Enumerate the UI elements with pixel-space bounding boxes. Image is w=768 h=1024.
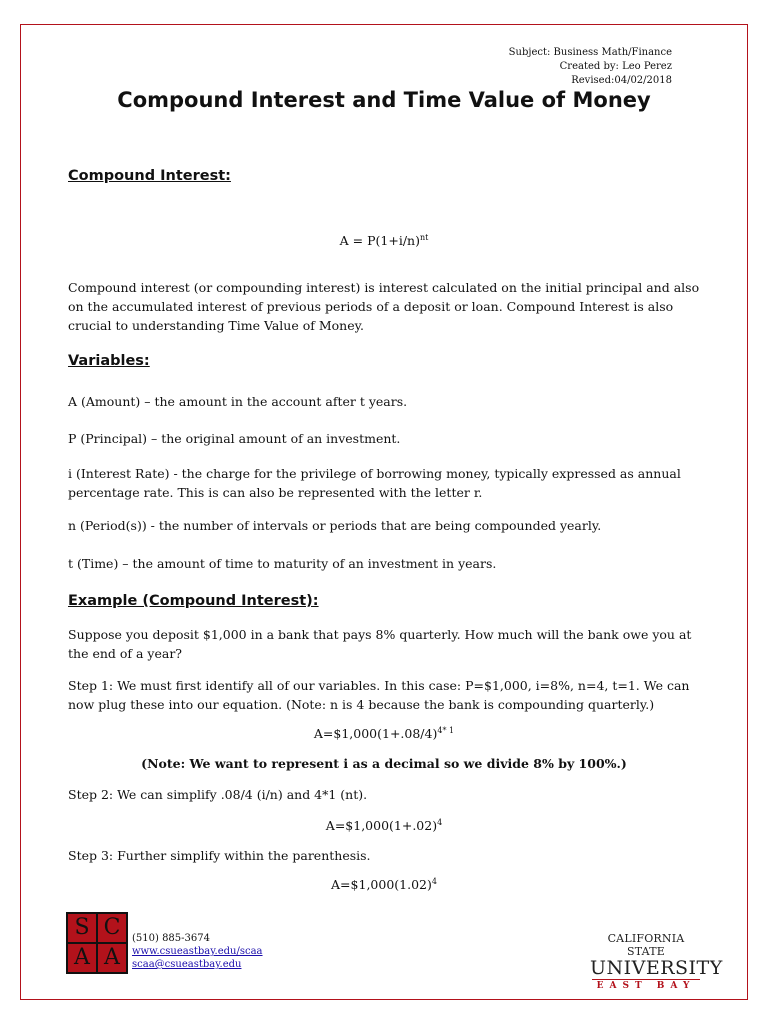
compound-description: Compound interest (or compounding interest) is interest calculated on the initial principal and also on the accumulated interest of previous periods of a deposit or loan. Compound Interest is also crucial to understanding Time Value of Money.	[68, 280, 700, 333]
csu-line-3: EAST BAY	[596, 981, 696, 991]
revised-line: Revised:04/02/2018	[571, 75, 672, 86]
equation-3-exponent: 4	[431, 877, 437, 886]
decimal-note: (Note: We want to represent i as a decimal so we divide 8% by 100%.)	[141, 756, 627, 771]
example-heading: Example (Compound Interest):	[68, 593, 319, 609]
variable-principal: P (Principal) – the original amount of an investment.	[68, 431, 401, 446]
equation-2-base: A=$1,000(1+.02)	[325, 818, 438, 833]
variables-heading: Variables:	[68, 353, 150, 369]
csu-divider	[592, 979, 700, 980]
logo-letter-a2: A	[98, 944, 126, 972]
variable-interest-rate: i (Interest Rate) - the charge for the privilege of borrowing money, typically expressed as annual percentage rate. This is can also be represented with the letter r.	[68, 466, 681, 500]
logo-letter-a1: A	[68, 944, 96, 972]
csu-line-1: CALIFORNIA STATE	[607, 932, 685, 958]
scaa-logo	[66, 912, 128, 974]
author-line: Created by: Leo Perez	[559, 61, 672, 72]
example-step-2: Step 2: We can simplify .08/4 (i/n) and 4*1 (nt).	[68, 787, 368, 802]
variable-time: t (Time) – the amount of time to maturity of an investment in years.	[68, 556, 497, 571]
example-step-1: Step 1: We must first identify all of our variables. In this case: P=$1,000, i=8%, n=4, t=1. We can now plug these into our equation. (Note: n is 4 because the bank is compounding quarterly.)	[68, 678, 690, 712]
formula-base: A = P(1+i/n)	[339, 233, 420, 248]
variable-periods: n (Period(s)) - the number of intervals or periods that are being compounded yearly.	[68, 518, 602, 533]
logo-letter-s: S	[68, 914, 96, 942]
email-link[interactable]: scaa@csueastbay.edu	[132, 959, 242, 970]
equation-1	[0, 726, 768, 741]
equation-3	[0, 877, 768, 892]
csu-east-bay-logo	[590, 932, 723, 991]
document-meta	[509, 46, 672, 88]
variable-amount: A (Amount) – the amount in the account after t years.	[68, 394, 408, 409]
phone-number: (510) 885-3674	[132, 933, 210, 944]
example-question: Suppose you deposit $1,000 in a bank that pays 8% quarterly. How much will the bank owe you at the end of a year?	[68, 627, 692, 661]
equation-3-base: A=$1,000(1.02)	[331, 877, 432, 892]
equation-2-exponent: 4	[437, 818, 443, 827]
equation-1-exponent: 4* 1	[437, 726, 455, 735]
compound-interest-heading: Compound Interest:	[68, 168, 231, 184]
csu-line-2: UNIVERSITY	[590, 957, 723, 979]
subject-line: Subject: Business Math/Finance	[508, 47, 672, 58]
page-title: Compound Interest and Time Value of Money	[117, 88, 651, 112]
equation-2	[0, 818, 768, 833]
example-step-3: Step 3: Further simplify within the parenthesis.	[68, 848, 371, 863]
logo-letter-c: C	[98, 914, 126, 942]
equation-1-base: A=$1,000(1+.08/4)	[313, 726, 438, 741]
contact-info	[132, 932, 263, 971]
website-link[interactable]: www.csueastbay.edu/scaa	[132, 946, 263, 957]
compound-formula	[0, 233, 768, 248]
formula-exponent: nt	[419, 233, 429, 242]
